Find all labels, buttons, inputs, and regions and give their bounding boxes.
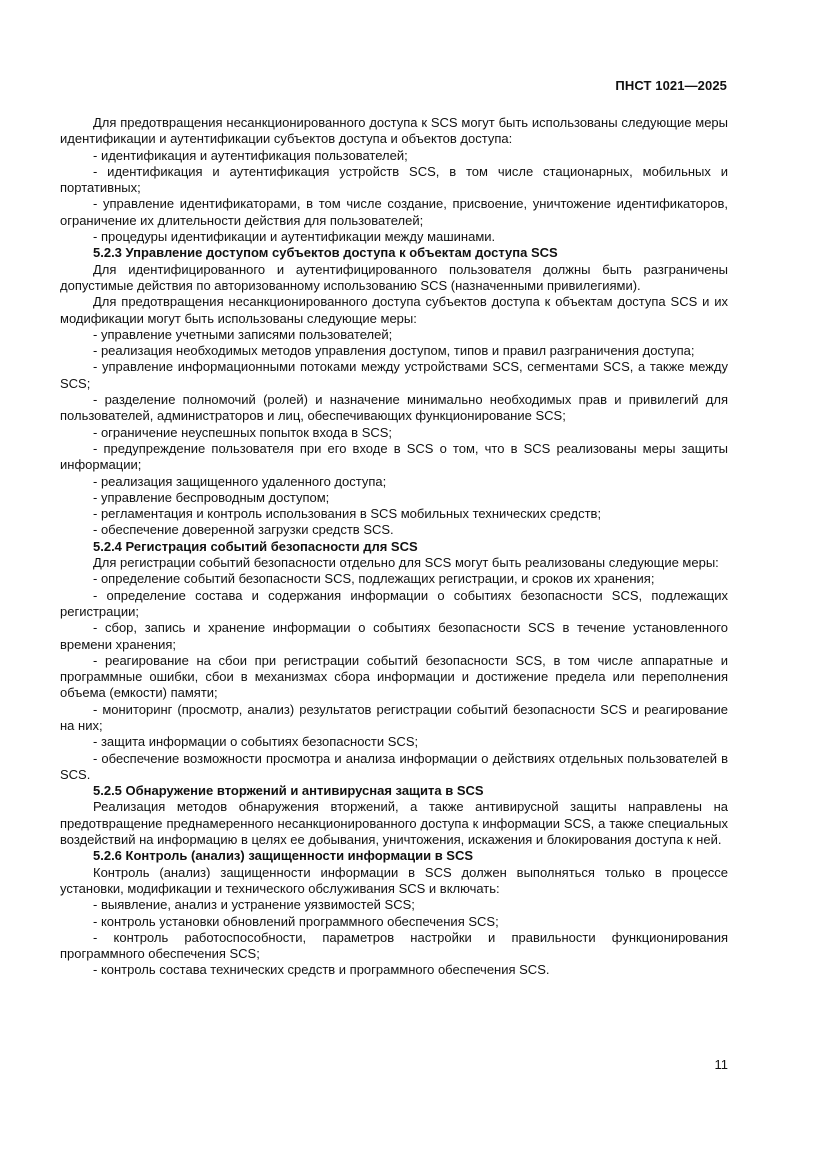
list-item: - ограничение неуспешных попыток входа в SCS;	[93, 424, 393, 440]
list-item: - определение состава и содержания информации о событиях безопасности SCS, подлежащих регистрации;	[60, 587, 728, 619]
list-item: - контроль состава технических средств и программного обеспечения SCS.	[93, 962, 550, 978]
list-item: - контроль установки обновлений программного обеспечения SCS;	[93, 913, 499, 929]
list-item: - идентификация и аутентификация устройств SCS, в том числе стационарных, мобильных и портативных;	[60, 163, 728, 196]
list-item: - реализация защищенного удаленного доступа;	[93, 473, 387, 489]
list-item: - реагирование на сбои при регистрации событий безопасности SCS, в том числе аппаратные и программные ошибки, сбои в механизмах сбора информации и достижение предела или переполнения объема (емкости) памяти;	[60, 652, 728, 701]
list-item: - реализация необходимых методов управления доступом, типов и правил разграничения доступа;	[93, 343, 695, 359]
section-heading: 5.2.6 Контроль (анализ) защищенности информации в SCS	[93, 848, 474, 864]
list-item: - управление учетными записями пользователей;	[93, 326, 393, 342]
list-item: - процедуры идентификации и аутентификации между машинами.	[93, 229, 496, 245]
paragraph: Для идентифицированного и аутентифицированного пользователя должны быть разграничены допустимые действия по авторизованному использованию SCS (назначенными привилегиями).	[60, 261, 728, 293]
section-heading: 5.2.3 Управление доступом субъектов доступа к объектам доступа SCS	[93, 245, 558, 261]
list-item: - предупреждение пользователя при его входе в SCS о том, что в SCS реализованы меры защиты информации;	[60, 440, 728, 473]
page-number: 11	[714, 1057, 728, 1072]
list-item: - сбор, запись и хранение информации о событиях безопасности SCS в течение установленного времени хранения;	[60, 620, 728, 652]
list-item: - идентификация и аутентификация пользователей;	[93, 147, 408, 163]
paragraph: Контроль (анализ) защищенности информации в SCS должен выполняться только в процессе установки, модификации и технического обслуживания SCS и включать:	[60, 864, 728, 896]
paragraph: Для регистрации событий безопасности отдельно для SCS могут быть реализованы следующие меры:	[93, 555, 719, 571]
list-item: - определение событий безопасности SCS, подлежащих регистрации, и сроков их хранения;	[93, 571, 655, 587]
list-item: - регламентация и контроль использования в SCS мобильных технических средств;	[93, 506, 602, 522]
paragraph: Для предотвращения несанкционированного доступа субъектов доступа к объектам доступа SCS и их модификации могут быть использованы следующие меры:	[60, 294, 728, 326]
list-item: - мониторинг (просмотр, анализ) результатов регистрации событий безопасности SCS и реагирование на них;	[60, 701, 728, 733]
paragraph: Для предотвращения несанкционированного доступа к SCS могут быть использованы следующие меры идентификации и аутентификации субъектов доступа и объектов доступа:	[60, 115, 728, 147]
document-body	[60, 115, 728, 979]
list-item: - управление беспроводным доступом;	[93, 489, 330, 505]
list-item: - выявление, анализ и устранение уязвимостей SCS;	[93, 897, 415, 913]
list-item: - обеспечение доверенной загрузки средств SCS.	[93, 522, 394, 538]
list-item: - управление информационными потоками между устройствами SCS, сегментами SCS, а также между SCS;	[60, 359, 728, 391]
list-item: - защита информации о событиях безопасности SCS;	[93, 734, 419, 750]
section-heading: 5.2.4 Регистрация событий безопасности для SCS	[93, 538, 418, 554]
paragraph: Реализация методов обнаружения вторжений, а также антивирусной защиты направлены на предотвращение преднамеренного несанкционированного доступа к информации SCS, а также специальных воздействий на информацию в целях ее добывания, уничтожения, искажения и блокирования доступа к ней.	[60, 799, 728, 848]
list-item: - разделение полномочий (ролей) и назначение минимально необходимых прав и привилегий для пользователей, администраторов и лиц, обеспечивающих функционирование SCS;	[60, 392, 728, 424]
section-heading: 5.2.5 Обнаружение вторжений и антивирусная защита в SCS	[93, 783, 484, 799]
list-item: - обеспечение возможности просмотра и анализа информации о действиях отдельных пользователей в SCS.	[60, 750, 728, 782]
list-item: - контроль работоспособности, параметров настройки и правильности функционирования программного обеспечения SCS;	[60, 929, 728, 962]
document-number: ПНСТ 1021—2025	[615, 78, 727, 93]
list-item: - управление идентификаторами, в том числе создание, присвоение, уничтожение идентификаторов, ограничение их длительности действия для пользователей;	[60, 196, 728, 228]
